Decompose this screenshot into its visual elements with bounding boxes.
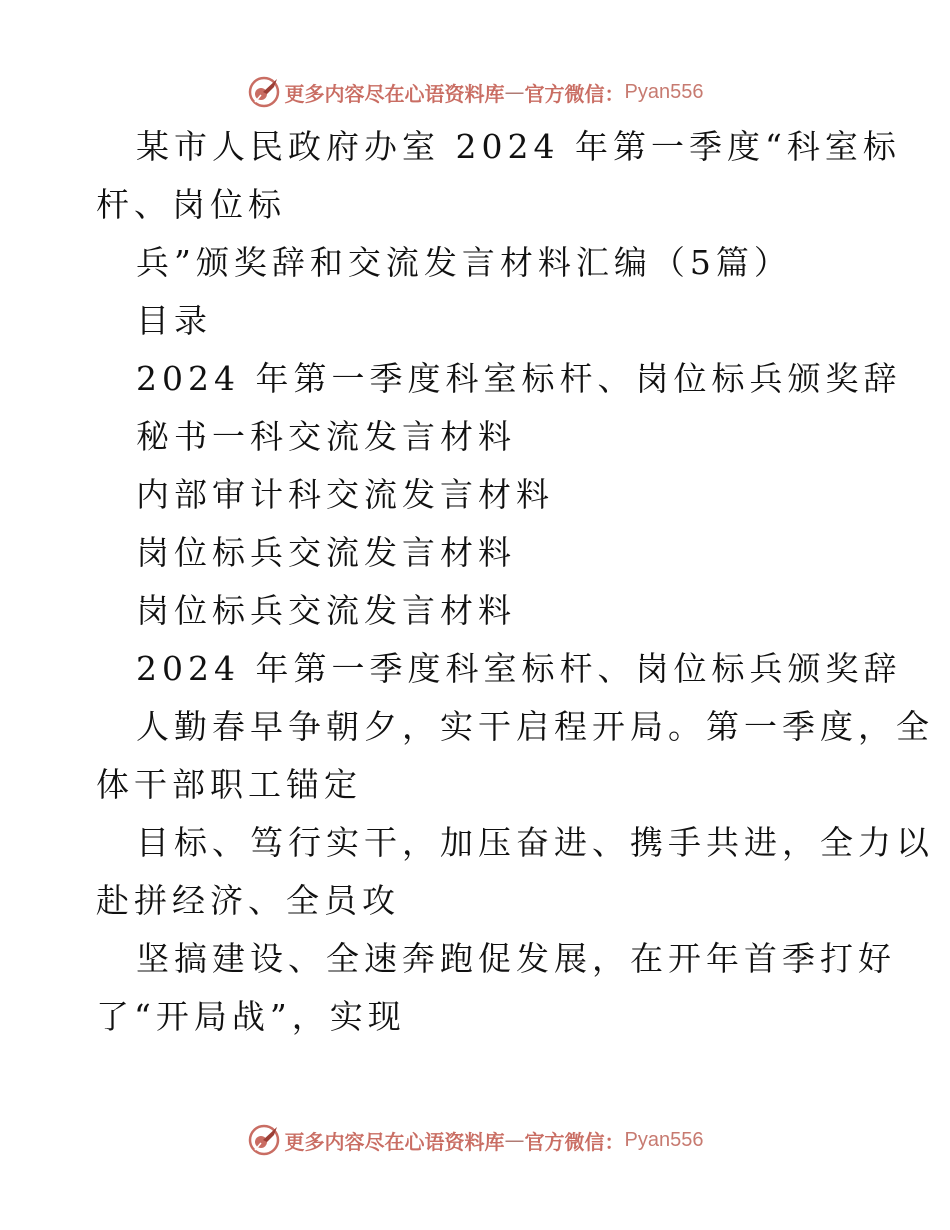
- paragraph-line: 赴拼经济、全员攻: [96, 881, 400, 920]
- toc-item-5: 岗位标兵交流发言材料: [136, 591, 516, 630]
- watermark-wechat-id: Pyan556: [624, 1128, 704, 1151]
- watermark-wechat-label: 官方微信：: [524, 81, 625, 106]
- doc-title-line-2: 杆、岗位标: [96, 185, 286, 224]
- footer-watermark: [0, 1120, 950, 1160]
- quill-pen-logo-icon: [247, 75, 281, 109]
- toc-item-1: 2024 年第一季度科室标杆、岗位标兵颁奖辞: [136, 359, 902, 398]
- toc-item-2: 秘书一科交流发言材料: [136, 417, 516, 456]
- toc-item-3: 内部审计科交流发言材料: [136, 475, 554, 514]
- paragraph-line: 了“开局战”，实现: [96, 997, 406, 1036]
- toc-heading: 目录: [136, 301, 212, 340]
- watermark-separator: —: [504, 80, 525, 104]
- watermark-wechat-id: Pyan556: [624, 80, 704, 103]
- quill-pen-logo-icon: [247, 1123, 281, 1157]
- header-watermark: [0, 72, 950, 112]
- paragraph-line: 人勤春早争朝夕，实干启程开局。第一季度，全: [136, 707, 934, 746]
- document-body: [96, 118, 934, 1046]
- doc-title-line-1: 某市人民政府办室 2024 年第一季度“科室标: [136, 127, 901, 166]
- paragraph-line: 目标、笃行实干，加压奋进、携手共进，全力以: [136, 823, 934, 862]
- watermark-separator: —: [504, 1128, 525, 1152]
- watermark-site-text: 更多内容尽在心语资料库: [284, 1129, 505, 1154]
- toc-item-4: 岗位标兵交流发言材料: [136, 533, 516, 572]
- doc-title-line-3: 兵”颁奖辞和交流发言材料汇编（5篇）: [136, 243, 792, 282]
- paragraph-line: 坚搞建设、全速奔跑促发展，在开年首季打好: [136, 939, 896, 978]
- watermark-wechat-label: 官方微信：: [524, 1129, 625, 1154]
- section-heading: 2024 年第一季度科室标杆、岗位标兵颁奖辞: [136, 649, 902, 688]
- paragraph-line: 体干部职工锚定: [96, 765, 362, 804]
- watermark-site-text: 更多内容尽在心语资料库: [284, 81, 505, 106]
